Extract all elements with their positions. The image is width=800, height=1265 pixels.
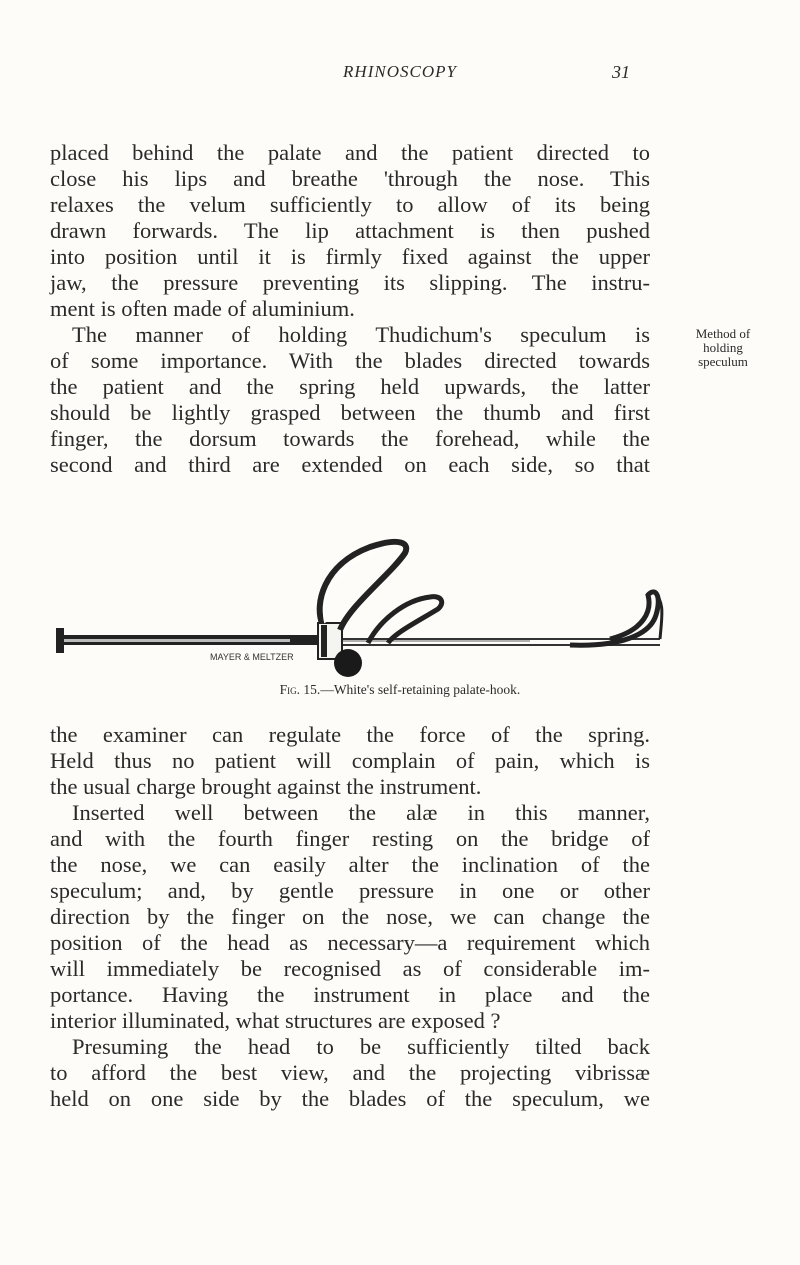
text-line: the patient and the spring held upwards, the latter — [50, 374, 650, 399]
figure-caption-text: —White's self-retaining palate-hook. — [320, 682, 521, 697]
text-line: second and third are extended on each side, so that — [50, 452, 650, 477]
running-title: RHINOSCOPY — [343, 62, 457, 81]
text-line: the examiner can regulate the force of the spring. — [50, 722, 650, 747]
text-line: into position until it is firmly fixed against the upper — [50, 244, 650, 269]
text-line: the nose, we can easily alter the inclination of the — [50, 852, 650, 877]
text-line: direction by the finger on the nose, we can change the — [50, 904, 650, 929]
right-hook — [570, 592, 658, 645]
text-line: placed behind the palate and the patient directed to — [50, 140, 650, 165]
text-line: the usual charge brought against the instrument. — [50, 774, 482, 799]
palate-hook-figure — [50, 535, 770, 685]
middle-hook — [368, 597, 442, 643]
text-line: jaw, the pressure preventing its slipping. The instru- — [50, 270, 650, 295]
text-line: Presuming the head to be sufficiently tilted back — [72, 1034, 650, 1059]
figure-label: Fig. 15. — [279, 682, 321, 697]
text-line: drawn forwards. The lip attachment is then pushed — [50, 218, 650, 243]
text-line: Inserted well between the alæ in this manner, — [72, 800, 650, 825]
margin-note-line: speculum — [698, 354, 748, 369]
text-line: should be lightly grasped between the thumb and first — [50, 400, 650, 425]
maker-mark: MAYER & MELTZER — [210, 652, 294, 662]
text-line: held on one side by the blades of the speculum, we — [50, 1086, 650, 1111]
text-line: of some importance. With the blades directed towards — [50, 348, 650, 373]
text-line: close his lips and breathe 'through the nose. This — [50, 166, 650, 191]
text-line: interior illuminated, what structures are exposed ? — [50, 1008, 501, 1033]
hook-shaft-highlight — [60, 639, 290, 642]
margin-note-line: Method of — [695, 326, 751, 341]
text-line: finger, the dorsum towards the forehead, while the — [50, 426, 650, 451]
margin-note-line: holding — [703, 340, 743, 355]
text-line: relaxes the velum sufficiently to allow of its being — [50, 192, 650, 217]
margin-note — [663, 327, 783, 369]
text-line: portance. Having the instrument in place and the — [50, 982, 650, 1007]
text-line: will immediately be recognised as of considerable im- — [50, 956, 650, 981]
page-number: 31 — [612, 62, 630, 82]
upper-loop — [320, 542, 407, 630]
adjust-knob — [334, 649, 362, 677]
text-line: Held thus no patient will complain of pain, which is — [50, 748, 650, 773]
text-line: ment is often made of aluminium. — [50, 296, 355, 321]
text-line: The manner of holding Thudichum's speculum is — [72, 322, 650, 347]
text-line: position of the head as necessary—a requirement which — [50, 930, 650, 955]
palate-hook-illustration — [50, 535, 770, 685]
text-line: speculum; and, by gentle pressure in one or other — [50, 878, 650, 903]
handle-end-cap — [56, 628, 64, 653]
text-line: and with the fourth finger resting on the bridge of — [50, 826, 650, 851]
figure-caption — [0, 682, 800, 698]
text-line: to afford the best view, and the projecting vibrissæ — [50, 1060, 650, 1085]
